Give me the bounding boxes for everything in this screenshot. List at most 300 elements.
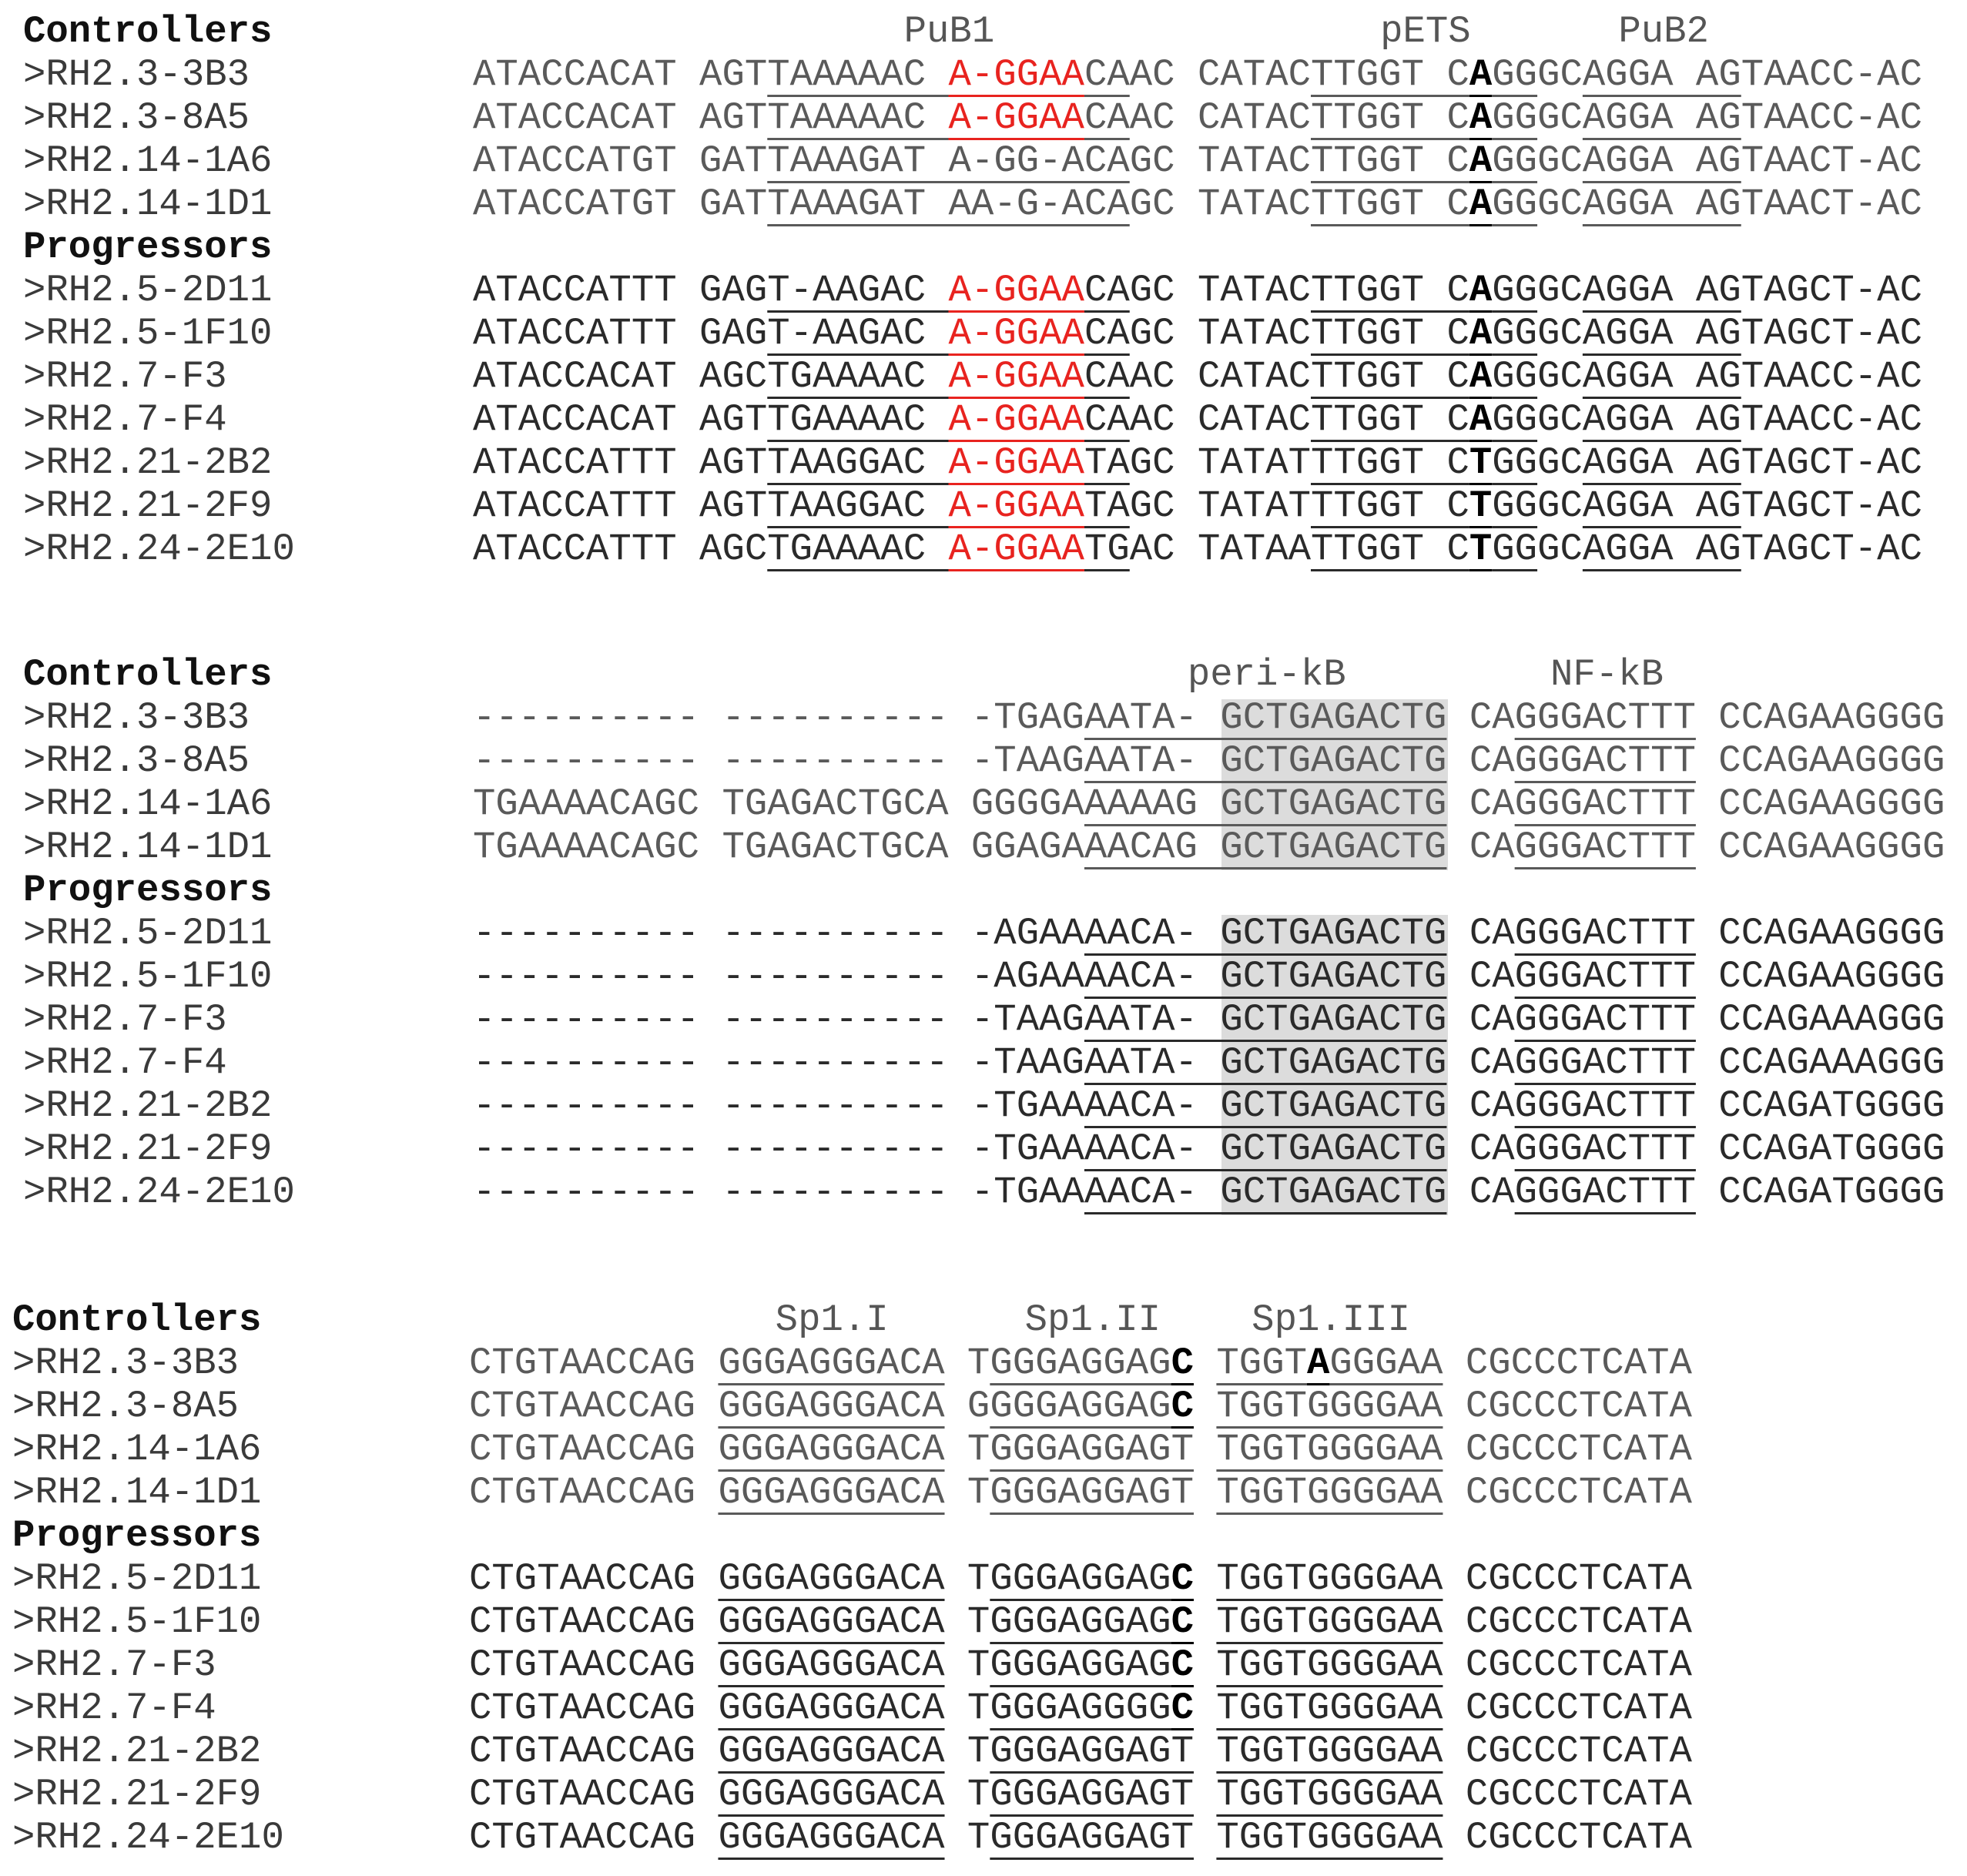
sequence-segment: TAGCT-AC — [1741, 312, 1922, 355]
motif-segment: GGGAGGGACA — [718, 1687, 945, 1730]
sequence-segment: CGCCCTCATA — [1443, 1730, 1692, 1773]
motif-segment: GG — [1492, 528, 1538, 571]
sequence-segment: CGCCCTCATA — [1443, 1816, 1692, 1859]
sequence-segment: GC — [1537, 484, 1583, 528]
sequence-segment: GC — [1537, 312, 1583, 355]
sequence-segment: CCAGAAGGGG — [1695, 696, 1945, 739]
variant-base: C — [1171, 1385, 1194, 1428]
motif-segment: TAAAAAC — [767, 53, 949, 96]
motif-segment: TGGTGGGGAA — [1216, 1600, 1443, 1643]
highlighted-motif-core: A-GGAA — [948, 96, 1084, 139]
sequence-row — [473, 739, 1945, 782]
motif-segment: GGGAGGGACA — [718, 1385, 945, 1428]
motif-segment: GGGAGGGACA — [718, 1600, 945, 1643]
motif-segment: AATA- GCTGAGACTG — [1084, 1041, 1447, 1084]
motif-segment: GGGAGGGACA — [718, 1557, 945, 1600]
sequence-id: >RH2.21-2F9 — [23, 1127, 273, 1171]
sequence-segment: CA — [1446, 1041, 1515, 1084]
motif-segment: GG — [1492, 398, 1538, 441]
sequence-id: >RH2.14-1A6 — [23, 782, 273, 826]
motif-segment: GGGAGGAGT — [990, 1773, 1194, 1816]
sequence-row — [473, 528, 1922, 571]
motif-segment: GGGAGGAG — [990, 1600, 1171, 1643]
motif-segment: GG — [1492, 96, 1538, 139]
sequence-segment: TAACC-AC — [1741, 53, 1922, 96]
sequence-row — [473, 269, 1922, 312]
sequence-segment: CCAGAAGGGG — [1695, 955, 1945, 998]
motif-segment: CA — [1084, 53, 1130, 96]
variant-base: A — [1307, 1342, 1330, 1385]
motif-label: pETS — [1380, 10, 1471, 53]
sequence-segment: CA — [1446, 998, 1515, 1041]
motif-segment: AATA- GCTGAGACTG — [1084, 696, 1447, 739]
sequence-row — [469, 1385, 1692, 1428]
sequence-row — [469, 1687, 1692, 1730]
motif-segment: GG — [1492, 355, 1538, 398]
sequence-row — [469, 1730, 1692, 1773]
sequence-id: >RH2.21-2B2 — [12, 1730, 262, 1773]
motif-segment: GGGAGGAG — [990, 1557, 1171, 1600]
group-heading: Progressors — [12, 1514, 262, 1557]
sequence-segment — [1194, 1687, 1216, 1730]
sequence-row — [473, 912, 1945, 955]
sequence-row — [473, 1171, 1945, 1214]
sequence-segment: AC CATAC — [1129, 53, 1312, 96]
motif-segment: GG — [1492, 139, 1538, 183]
motif-segment: TTGGT C — [1311, 528, 1469, 571]
sequence-segment: CGCCCTCATA — [1443, 1385, 1692, 1428]
sequence-segment: CGCCCTCATA — [1443, 1342, 1692, 1385]
sequence-segment: CCAGAAAGGG — [1695, 1041, 1945, 1084]
sequence-segment: T — [944, 1428, 990, 1471]
sequence-row — [473, 1127, 1945, 1171]
sequence-id: >RH2.3-8A5 — [23, 96, 250, 139]
motif-segment: CA — [1084, 312, 1130, 355]
sequence-segment: T — [944, 1471, 990, 1514]
motif-segment: GGGAGGGACA — [718, 1816, 945, 1859]
motif-segment: GG — [1492, 441, 1538, 484]
sequence-id: >RH2.14-1A6 — [12, 1428, 262, 1471]
sequence-id: >RH2.7-F3 — [23, 355, 227, 398]
sequence-row — [473, 139, 1922, 183]
sequence-segment: GC — [1537, 441, 1583, 484]
highlighted-motif-core: A-GGAA — [948, 269, 1084, 312]
sequence-segment: ATACCACAT AGC — [473, 355, 768, 398]
sequence-segment: ---------- ---------- -TAAG — [473, 1041, 1084, 1084]
sequence-segment: TAGCT-AC — [1741, 441, 1922, 484]
sequence-id: >RH2.14-1D1 — [23, 826, 273, 869]
motif-segment: TTGGT C — [1311, 183, 1469, 226]
sequence-row — [473, 398, 1922, 441]
variant-base: C — [1171, 1600, 1194, 1643]
sequence-segment: CTGTAACCAG — [469, 1600, 719, 1643]
sequence-segment: CA — [1446, 1084, 1515, 1127]
sequence-row — [473, 696, 1945, 739]
sequence-segment: CTGTAACCAG — [469, 1557, 719, 1600]
sequence-segment: TAGCT-AC — [1741, 269, 1922, 312]
sequence-segment: CTGTAACCAG — [469, 1385, 719, 1428]
variant-base: A — [1469, 269, 1493, 312]
sequence-row — [473, 312, 1922, 355]
sequence-segment: CTGTAACCAG — [469, 1342, 719, 1385]
motif-segment: GGGACTTT — [1514, 826, 1696, 869]
sequence-segment: TAACC-AC — [1741, 398, 1922, 441]
motif-segment: GGGAGGGG — [990, 1687, 1171, 1730]
sequence-segment: TGAAAACAGC TGAGACTGCA GGGGA — [473, 782, 1084, 826]
sequence-row — [473, 1041, 1945, 1084]
motif-segment: CA — [1084, 96, 1130, 139]
motif-segment: GGGAGGAGT — [990, 1471, 1194, 1514]
motif-segment: TTGGT C — [1311, 96, 1469, 139]
highlighted-motif-core: A-GGAA — [948, 484, 1084, 528]
sequence-segment: G — [944, 1385, 990, 1428]
sequence-segment — [1194, 1600, 1216, 1643]
sequence-row — [473, 1084, 1945, 1127]
sequence-id: >RH2.21-2F9 — [12, 1773, 262, 1816]
motif-segment: GGGAGGGACA — [718, 1342, 945, 1385]
highlighted-motif-core: A-GGAA — [948, 398, 1084, 441]
sequence-segment: ---------- ---------- -TGAG — [473, 696, 1084, 739]
sequence-segment — [1194, 1730, 1216, 1773]
motif-segment: TGGTGGGGAA — [1216, 1428, 1443, 1471]
motif-segment: TGGTGGGGAA — [1216, 1816, 1443, 1859]
highlighted-motif-core: A-GGAA — [948, 528, 1084, 571]
sequence-segment: ---------- ---------- -TGAA — [473, 1127, 1084, 1171]
motif-segment: TAAAAAC — [767, 96, 949, 139]
motif-segment: GGGACTTT — [1514, 739, 1696, 782]
motif-segment: TGAAAAC — [767, 528, 949, 571]
motif-segment: GG — [1492, 183, 1538, 226]
motif-segment: AACA- GCTGAGACTG — [1084, 912, 1447, 955]
sequence-segment: TAACC-AC — [1741, 355, 1922, 398]
sequence-segment: GC — [1537, 96, 1583, 139]
sequence-id: >RH2.14-1A6 — [23, 139, 273, 183]
sequence-segment: CGCCCTCATA — [1443, 1600, 1692, 1643]
motif-segment: GGGAGGGACA — [718, 1730, 945, 1773]
sequence-segment: TAGCT-AC — [1741, 484, 1922, 528]
group-heading: Controllers — [23, 10, 273, 53]
sequence-id: >RH2.14-1D1 — [23, 183, 273, 226]
motif-segment: AGGA AG — [1582, 398, 1741, 441]
motif-segment: GGGACTTT — [1514, 1171, 1696, 1214]
motif-segment: TTGGT C — [1311, 441, 1469, 484]
sequence-segment: T — [944, 1816, 990, 1859]
group-heading: Controllers — [12, 1298, 262, 1342]
sequence-row — [469, 1816, 1692, 1859]
motif-segment: GG — [1492, 484, 1538, 528]
sequence-segment: TGAAAACAGC TGAGACTGCA GGAGA — [473, 826, 1084, 869]
sequence-segment — [1194, 1428, 1216, 1471]
group-heading: Progressors — [23, 226, 273, 269]
motif-segment: GGGAGGAG — [990, 1385, 1171, 1428]
sequence-segment: CA — [1446, 782, 1515, 826]
sequence-segment: CA — [1446, 1127, 1515, 1171]
motif-segment: AGGA AG — [1582, 484, 1741, 528]
motif-segment: TA — [1084, 484, 1130, 528]
motif-segment: GGGACTTT — [1514, 1041, 1696, 1084]
sequence-segment: ATACCATTT GAG — [473, 312, 768, 355]
motif-segment: GGGACTTT — [1514, 912, 1696, 955]
motif-segment: GG — [1492, 312, 1538, 355]
sequence-id: >RH2.3-8A5 — [23, 739, 250, 782]
variant-base: C — [1171, 1687, 1194, 1730]
motif-segment: GGGAGGAGT — [990, 1730, 1194, 1773]
sequence-segment: ---------- ---------- -TGAA — [473, 1171, 1084, 1214]
motif-segment: GGGACTTT — [1514, 1084, 1696, 1127]
sequence-id: >RH2.3-3B3 — [23, 696, 250, 739]
sequence-row — [473, 355, 1922, 398]
highlighted-motif-core: A-GGAA — [948, 441, 1084, 484]
sequence-segment: ---------- ---------- -AGAA — [473, 955, 1084, 998]
variant-base: C — [1171, 1557, 1194, 1600]
sequence-segment: CTGTAACCAG — [469, 1428, 719, 1471]
motif-segment: GGGACTTT — [1514, 998, 1696, 1041]
sequence-segment: GC TATAC — [1129, 312, 1312, 355]
variant-base: C — [1171, 1342, 1194, 1385]
sequence-segment: T — [944, 1773, 990, 1816]
motif-segment: TGGTGGGGAA — [1216, 1643, 1443, 1687]
motif-segment: TTGGT C — [1311, 139, 1469, 183]
sequence-segment: CTGTAACCAG — [469, 1730, 719, 1773]
motif-segment: TTGGT C — [1311, 484, 1469, 528]
motif-segment: GG — [1492, 269, 1538, 312]
motif-segment: AAAAG GCTGAGACTG — [1084, 782, 1447, 826]
sequence-segment: CCAGATGGGG — [1695, 1171, 1945, 1214]
sequence-id: >RH2.7-F3 — [23, 998, 227, 1041]
motif-segment: GGGACTTT — [1514, 782, 1696, 826]
sequence-segment: CA — [1446, 955, 1515, 998]
motif-segment: AGGA AG — [1582, 312, 1741, 355]
motif-segment: TGGTGGGGAA — [1216, 1471, 1443, 1514]
sequence-segment: T — [944, 1643, 990, 1687]
sequence-segment: GC TATAC — [1129, 183, 1311, 226]
motif-segment: TAAGGAC — [767, 484, 949, 528]
motif-segment: TGGTGGGGAA — [1216, 1385, 1443, 1428]
motif-segment: TTGGT C — [1311, 269, 1469, 312]
motif-label: NF-kB — [1550, 653, 1664, 696]
sequence-segment: GC TATAT — [1129, 484, 1312, 528]
motif-label: PuB2 — [1618, 10, 1709, 53]
sequence-id: >RH2.5-1F10 — [23, 955, 273, 998]
sequence-segment: CCAGATGGGG — [1695, 1084, 1945, 1127]
highlighted-motif-core: A-GGAA — [948, 312, 1084, 355]
sequence-row — [469, 1471, 1692, 1514]
sequence-row — [473, 96, 1922, 139]
sequence-segment: ATACCATTT GAG — [473, 269, 768, 312]
highlighted-motif-core: A-GGAA — [948, 355, 1084, 398]
sequence-id: >RH2.7-F4 — [23, 1041, 227, 1084]
motif-segment: CA — [1084, 355, 1130, 398]
motif-segment: TGAAAAC — [767, 398, 949, 441]
variant-base: A — [1469, 183, 1493, 226]
motif-label: Sp1.II — [1024, 1298, 1161, 1342]
motif-segment: TG — [1084, 528, 1130, 571]
sequence-id: >RH2.3-3B3 — [23, 53, 250, 96]
sequence-id: >RH2.7-F3 — [12, 1643, 216, 1687]
sequence-id: >RH2.5-2D11 — [23, 269, 273, 312]
variant-base: A — [1469, 355, 1493, 398]
sequence-segment: CCAGAAAGGG — [1695, 998, 1945, 1041]
sequence-segment: ATACCACAT AGT — [473, 96, 768, 139]
sequence-segment: CA — [1446, 696, 1515, 739]
motif-segment: TTGGT C — [1311, 312, 1469, 355]
variant-base: A — [1469, 96, 1493, 139]
motif-segment: TAAAGAT AA-G-ACA — [767, 183, 1130, 226]
sequence-segment: CCAGAAGGGG — [1695, 826, 1945, 869]
motif-segment: TTGGT C — [1311, 355, 1469, 398]
sequence-row — [469, 1600, 1692, 1643]
sequence-segment — [1194, 1557, 1216, 1600]
sequence-id: >RH2.24-2E10 — [12, 1816, 284, 1859]
sequence-row — [469, 1643, 1692, 1687]
sequence-row — [473, 826, 1945, 869]
motif-segment: AACA- GCTGAGACTG — [1084, 1127, 1447, 1171]
motif-segment: TGGT — [1216, 1342, 1308, 1385]
motif-segment: GGGAGGGACA — [718, 1428, 945, 1471]
variant-base: T — [1469, 484, 1493, 528]
sequence-segment: T — [944, 1687, 990, 1730]
sequence-segment: T — [944, 1730, 990, 1773]
motif-segment: AGGA AG — [1582, 355, 1741, 398]
sequence-segment: CGCCCTCATA — [1443, 1428, 1692, 1471]
sequence-segment: GC — [1537, 528, 1583, 571]
motif-segment: TAAAGAT A-GG-ACA — [767, 139, 1130, 183]
sequence-segment: CGCCCTCATA — [1443, 1471, 1692, 1514]
sequence-id: >RH2.5-1F10 — [23, 312, 273, 355]
variant-base: A — [1469, 139, 1493, 183]
variant-base: C — [1171, 1643, 1194, 1687]
motif-segment: T-AAGAC — [767, 269, 949, 312]
sequence-segment: TAACC-AC — [1741, 96, 1922, 139]
sequence-id: >RH2.24-2E10 — [23, 1171, 295, 1214]
group-heading: Progressors — [23, 869, 273, 912]
sequence-segment: CTGTAACCAG — [469, 1816, 719, 1859]
sequence-segment: ATACCATGT GAT — [473, 183, 768, 226]
sequence-segment: ---------- ---------- -TGAA — [473, 1084, 1084, 1127]
sequence-segment: GC TATAT — [1129, 441, 1312, 484]
sequence-segment: CGCCCTCATA — [1443, 1687, 1692, 1730]
sequence-segment: GC — [1537, 269, 1583, 312]
sequence-segment: CTGTAACCAG — [469, 1773, 719, 1816]
sequence-row — [469, 1773, 1692, 1816]
sequence-segment: ATACCATGT GAT — [473, 139, 768, 183]
motif-label: Sp1.I — [775, 1298, 889, 1342]
motif-segment: GGGAGGGACA — [718, 1471, 945, 1514]
motif-segment: TTGGT C — [1311, 53, 1469, 96]
sequence-segment: T — [944, 1342, 990, 1385]
variant-base: T — [1469, 528, 1493, 571]
sequence-id: >RH2.3-3B3 — [12, 1342, 240, 1385]
motif-segment: TGGTGGGGAA — [1216, 1687, 1443, 1730]
motif-segment: AACAG GCTGAGACTG — [1084, 826, 1447, 869]
sequence-row — [469, 1342, 1692, 1385]
motif-segment: AGGA AG — [1582, 528, 1741, 571]
variant-base: A — [1469, 53, 1493, 96]
sequence-segment: AC CATAC — [1129, 96, 1312, 139]
sequence-row — [473, 782, 1945, 826]
motif-segment: TGAAAAC — [767, 355, 949, 398]
sequence-segment: ATACCACAT AGT — [473, 53, 768, 96]
sequence-segment — [1194, 1643, 1216, 1687]
sequence-segment: AC TATAA — [1129, 528, 1312, 571]
motif-segment: AACA- GCTGAGACTG — [1084, 1171, 1447, 1214]
motif-segment: GGGACTTT — [1514, 696, 1696, 739]
motif-segment: GGGAGGGACA — [718, 1643, 945, 1687]
motif-segment: GGGAA — [1329, 1342, 1443, 1385]
motif-segment: AGGA AG — [1582, 53, 1741, 96]
sequence-segment: CCAGAAGGGG — [1695, 739, 1945, 782]
motif-segment: TGGTGGGGAA — [1216, 1773, 1443, 1816]
motif-label: Sp1.III — [1252, 1298, 1411, 1342]
sequence-segment: CGCCCTCATA — [1443, 1773, 1692, 1816]
sequence-segment: GC — [1537, 139, 1583, 183]
sequence-segment: CTGTAACCAG — [469, 1687, 719, 1730]
sequence-segment: ATACCACAT AGT — [473, 398, 768, 441]
sequence-segment: ---------- ---------- -TAAG — [473, 998, 1084, 1041]
sequence-id: >RH2.3-8A5 — [12, 1385, 240, 1428]
motif-segment: AATA- GCTGAGACTG — [1084, 739, 1447, 782]
sequence-row — [469, 1557, 1692, 1600]
sequence-segment: ---------- ---------- -TAAG — [473, 739, 1084, 782]
sequence-segment: CTGTAACCAG — [469, 1471, 719, 1514]
sequence-segment — [1194, 1773, 1216, 1816]
motif-segment: AGGA AG — [1582, 139, 1741, 183]
motif-segment: GGGACTTT — [1514, 1127, 1696, 1171]
sequence-segment: GC — [1537, 183, 1583, 226]
motif-label: PuB1 — [903, 10, 995, 53]
motif-segment: GGGAGGAGT — [990, 1428, 1194, 1471]
sequence-row — [469, 1428, 1692, 1471]
sequence-segment: ATACCATTT AGT — [473, 441, 768, 484]
highlighted-motif-core: A-GGAA — [948, 53, 1084, 96]
sequence-id: >RH2.24-2E10 — [23, 528, 295, 571]
motif-segment: AATA- GCTGAGACTG — [1084, 998, 1447, 1041]
sequence-id: >RH2.21-2F9 — [23, 484, 273, 528]
sequence-segment: CCAGAAGGGG — [1695, 782, 1945, 826]
sequence-id: >RH2.5-2D11 — [23, 912, 273, 955]
sequence-segment: GC — [1537, 355, 1583, 398]
sequence-segment — [1194, 1816, 1216, 1859]
motif-segment: AACA- GCTGAGACTG — [1084, 1084, 1447, 1127]
group-heading: Controllers — [23, 653, 273, 696]
motif-segment: TAAGGAC — [767, 441, 949, 484]
sequence-segment: TAGCT-AC — [1741, 528, 1922, 571]
sequence-row — [473, 998, 1945, 1041]
variant-base: T — [1469, 441, 1493, 484]
sequence-id: >RH2.21-2B2 — [23, 1084, 273, 1127]
sequence-segment: CCAGATGGGG — [1695, 1127, 1945, 1171]
sequence-segment — [1194, 1471, 1216, 1514]
motif-segment: AGGA AG — [1582, 96, 1741, 139]
sequence-segment: ATACCATTT AGC — [473, 528, 768, 571]
sequence-segment: TAACT-AC — [1741, 139, 1922, 183]
sequence-id: >RH2.5-2D11 — [12, 1557, 262, 1600]
sequence-id: >RH2.7-F4 — [23, 398, 227, 441]
motif-segment: AACA- GCTGAGACTG — [1084, 955, 1447, 998]
sequence-row — [473, 441, 1922, 484]
sequence-segment: CGCCCTCATA — [1443, 1557, 1692, 1600]
motif-segment: AGGA AG — [1582, 183, 1741, 226]
motif-segment: GGGACTTT — [1514, 955, 1696, 998]
motif-segment: TGGTGGGGAA — [1216, 1730, 1443, 1773]
motif-segment: CA — [1084, 269, 1130, 312]
sequence-segment: GC TATAC — [1129, 139, 1311, 183]
sequence-segment: GC TATAC — [1129, 269, 1312, 312]
variant-base: A — [1469, 312, 1493, 355]
sequence-segment: CGCCCTCATA — [1443, 1643, 1692, 1687]
motif-segment: CA — [1084, 398, 1130, 441]
sequence-segment — [1194, 1385, 1216, 1428]
